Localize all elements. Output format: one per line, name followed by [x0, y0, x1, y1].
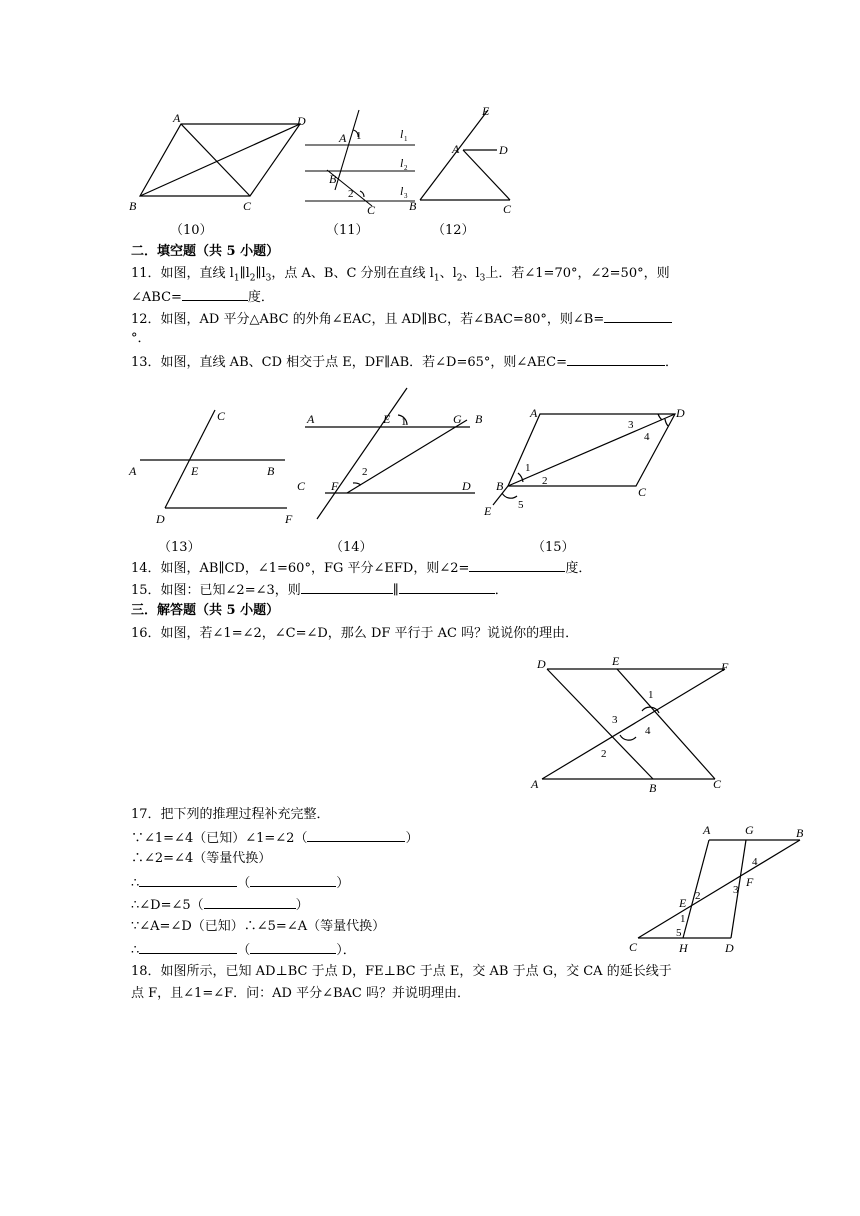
q17-step6-blank-1[interactable] — [139, 940, 237, 954]
fig17-angle-2: 2 — [695, 890, 701, 902]
q14-text-a: 14．如图，AB∥CD，∠1=60°，FG 平分∠EFD，则∠2= — [131, 561, 470, 576]
question-12-line-1 — [131, 309, 672, 329]
fig12-label-d: D — [499, 143, 508, 157]
fig14-label-d: D — [462, 479, 471, 493]
fig12-label-c: C — [503, 202, 512, 216]
q12-answer-blank[interactable] — [604, 309, 672, 323]
q17-step4-blank[interactable] — [204, 895, 296, 909]
q14-text-b: 度． — [565, 561, 592, 576]
caption-12: （12） — [432, 223, 475, 238]
figure-12 — [405, 100, 525, 220]
q17-step-1 — [131, 828, 418, 848]
question-15 — [131, 580, 508, 600]
q15-text-b: ∥ — [392, 583, 399, 598]
q11-text-g: 上．若∠1=70°，∠2=50°，则 — [485, 266, 670, 281]
fig14-label-g: G — [453, 412, 462, 426]
q11-text-e: 、l — [439, 266, 457, 281]
fig10-label-d: D — [297, 114, 306, 128]
fig14-label-e: E — [383, 412, 391, 426]
fig12-label-a: A — [452, 142, 460, 156]
fig16-angle-2: 2 — [601, 748, 607, 760]
fig16-label-f: F — [721, 660, 729, 674]
q13-answer-blank[interactable] — [567, 352, 665, 366]
fig17-label-e: E — [679, 896, 687, 910]
caption-11: （11） — [326, 223, 369, 238]
fig13-label-d: D — [156, 512, 165, 526]
fig14-label-b: B — [475, 412, 483, 426]
figure-15 — [480, 400, 690, 525]
q15-text-a: 15．如图：已知∠2=∠3，则 — [131, 583, 301, 598]
fig15-angle-5: 5 — [518, 499, 524, 511]
question-13 — [131, 352, 678, 372]
fig11-label-a: A — [339, 131, 347, 145]
question-16: 16．如图，若∠1=∠2，∠C=∠D，那么 DF 平行于 AC 吗？说说你的理由． — [131, 626, 579, 641]
fig17-label-h: H — [679, 941, 688, 955]
q12-text-a: 12．如图，AD 平分△ABC 的外角∠EAC，且 AD∥BC，若∠BAC=80°，则∠B= — [131, 312, 605, 327]
fig15-label-d: D — [676, 406, 685, 420]
figure-10 — [125, 108, 315, 220]
fig17-angle-5: 5 — [676, 927, 682, 939]
section-3-title: 三．解答题（共 5 小题） — [131, 603, 280, 618]
q13-text-b: ． — [665, 355, 679, 370]
fig15-label-e: E — [484, 504, 492, 518]
fig15-angle-1: 1 — [525, 462, 531, 474]
fig16-label-b: B — [649, 781, 657, 795]
q17-step1-blank[interactable] — [307, 828, 405, 842]
fig10-label-a: A — [173, 111, 181, 125]
fig13-label-b: B — [267, 464, 275, 478]
q11-text-d: ，点 A、B、C 分别在直线 l — [271, 266, 434, 281]
fig15-label-b: B — [496, 479, 504, 493]
q14-answer-blank[interactable] — [469, 558, 565, 572]
q17-step6-text-c: ）． — [336, 943, 356, 958]
question-18-line-2: 点 F，且∠1=∠F．问：AD 平分∠BAC 吗？并说明理由． — [131, 986, 470, 1001]
fig13-label-c: C — [217, 409, 226, 423]
figure-14 — [295, 385, 495, 525]
fig16-label-a: A — [531, 777, 539, 791]
q11-text-f: 、l — [462, 266, 480, 281]
question-18-line-1: 18．如图所示，已知 AD⊥BC 于点 D，FE⊥BC 于点 E，交 AB 于点 G，交 CA 的延长线于 — [131, 964, 672, 979]
q17-step-3 — [131, 873, 349, 893]
fig10-label-c: C — [243, 199, 252, 213]
question-14 — [131, 558, 591, 578]
q11-text-line2b: 度． — [247, 290, 274, 305]
fig13-label-e: E — [191, 464, 199, 478]
q17-step4-text-a: ∴∠D=∠5（ — [131, 898, 204, 913]
fig17-angle-1: 1 — [680, 913, 686, 925]
q17-step-2: ∴∠2=∠4（等量代换） — [131, 851, 272, 866]
q17-step6-blank-2[interactable] — [250, 940, 336, 954]
caption-13: （13） — [158, 540, 201, 555]
q17-step-4 — [131, 895, 309, 915]
q17-step3-blank-2[interactable] — [250, 873, 336, 887]
fig12-label-e: E — [482, 104, 490, 118]
q17-step6-text-a: ∴ — [131, 943, 140, 958]
caption-15: （15） — [532, 540, 575, 555]
q17-step-6 — [131, 940, 356, 960]
fig14-angle-1: 1 — [401, 416, 407, 428]
fig14-angle-2: 2 — [362, 466, 368, 478]
question-11-line-1: 11．如图，直线 $l_1\parallel l_2\parallel l_3$，点 A、B、C 分别在直线 $l_1$、$l_2$、$l_3$上．若∠1=70°，∠2=50°，则 — [131, 266, 670, 284]
question-17: 17．把下列的推理过程补充完整． — [131, 807, 330, 822]
q13-text-a: 13．如图，直线 AB、CD 相交于点 E，DF∥AB．若∠D=65°，则∠AEC= — [131, 355, 567, 370]
fig13-label-a: A — [129, 464, 137, 478]
fig15-label-c: C — [638, 485, 647, 499]
q11-text-c: ∥l — [255, 266, 266, 281]
fig17-label-a: A — [703, 823, 711, 837]
fig15-angle-2: 2 — [542, 475, 548, 487]
figure-16 — [525, 652, 740, 794]
fig16-label-c: C — [713, 777, 722, 791]
fig14-label-f: F — [331, 479, 339, 493]
fig17-label-b: B — [796, 826, 804, 840]
q17-step3-blank-1[interactable] — [139, 873, 237, 887]
q11-text-b: ∥l — [239, 266, 250, 281]
caption-14: （14） — [330, 540, 373, 555]
fig16-angle-3: 3 — [612, 714, 618, 726]
fig16-label-e: E — [612, 654, 620, 668]
q15-answer-blank-2[interactable] — [399, 580, 495, 594]
fig17-angle-4: 4 — [752, 856, 758, 868]
fig14-label-a: A — [307, 412, 315, 426]
q17-step4-text-b: ） — [295, 898, 309, 913]
fig11-angle-1: 1 — [356, 130, 362, 142]
figure-17 — [623, 820, 818, 958]
fig15-label-a: A — [530, 406, 538, 420]
fig17-angle-3: 3 — [733, 884, 739, 896]
q17-step1-text-b: ） — [405, 831, 419, 846]
q11-text-a: 11．如图，直线 l — [131, 266, 234, 281]
fig11-label-l2: l — [400, 156, 404, 170]
q11-text-line2a: ∠ABC= — [131, 290, 182, 305]
fig11-sub-3: 3 — [404, 192, 408, 200]
fig15-angle-3: 3 — [628, 419, 634, 431]
fig11-label-l3: l — [400, 184, 404, 198]
fig11-angle-2: 2 — [348, 188, 354, 200]
q15-answer-blank-1[interactable] — [301, 580, 393, 594]
fig16-label-d: D — [537, 657, 546, 671]
q17-step3-text-a: ∴ — [131, 876, 140, 891]
fig15-angle-4: 4 — [644, 431, 650, 443]
fig11-label-c: C — [367, 203, 376, 217]
fig17-label-d: D — [725, 941, 734, 955]
fig11-label-b: B — [329, 172, 337, 186]
q17-step3-text-c: ） — [336, 876, 350, 891]
fig12-label-b: B — [409, 199, 417, 213]
fig17-label-g: G — [745, 823, 754, 837]
fig17-label-f: F — [746, 875, 754, 889]
q11-answer-blank[interactable] — [182, 287, 248, 301]
fig16-angle-1: 1 — [648, 689, 654, 701]
caption-10: （10） — [170, 223, 213, 238]
fig13-label-f: F — [285, 512, 293, 526]
fig11-sub-1: 1 — [404, 135, 408, 143]
section-2-title: 二．填空题（共 5 小题） — [131, 244, 280, 259]
q15-text-c: ． — [494, 583, 508, 598]
q17-step3-text-b: （ — [237, 876, 251, 891]
fig14-label-c: C — [297, 479, 306, 493]
question-11-line-2 — [131, 287, 274, 307]
fig11-label-l1: l — [400, 127, 404, 141]
fig10-label-b: B — [129, 199, 137, 213]
q17-step-5: ∵∠A=∠D（已知）∴∠5=∠A（等量代换） — [131, 919, 386, 934]
figure-13 — [125, 405, 305, 530]
fig16-angle-4: 4 — [645, 725, 651, 737]
fig11-sub-2: 2 — [404, 164, 408, 172]
question-12-line-2: °． — [131, 331, 151, 346]
q17-step1-text-a: ∵∠1=∠4（已知）∠1=∠2（ — [131, 831, 308, 846]
fig17-label-c: C — [629, 940, 638, 954]
q17-step6-text-b: （ — [237, 943, 251, 958]
